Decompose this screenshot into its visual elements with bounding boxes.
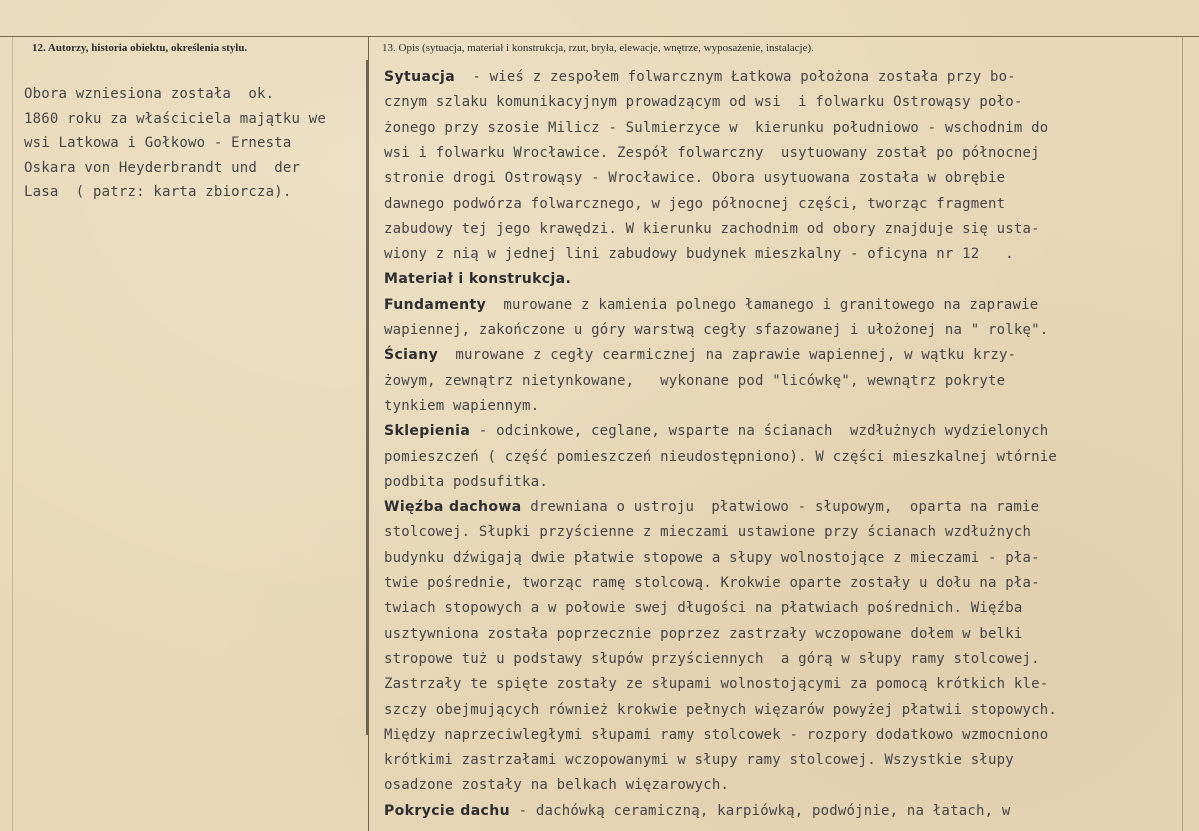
section-13-text: szczy obejmujących również krokwie pełnych więzarów powyżej płatwii stopowych. — [384, 701, 1058, 718]
section-13-text: wsi i folwarku Wrocławice. Zespół folwarczny usytuowany został po północnej — [384, 144, 1040, 161]
section-13-line — [384, 727, 1048, 743]
section-13-line — [384, 322, 1048, 338]
section-13-subheading: Pokrycie dachu — [384, 802, 510, 819]
section-13-text: zabudowy tej jego krawędzi. W kierunku zachodnim od obory znajduje się usta- — [384, 220, 1040, 237]
section-13-text: pomieszczeń ( część pomieszczeń nieudostępniono). W części mieszkalnej wtórnie — [384, 448, 1058, 465]
section-13-text: twie pośrednie, tworząc ramę stolcową. Krokwie oparte zostały u dołu na pła- — [384, 575, 1040, 591]
section-13-line — [384, 170, 1005, 186]
section-13-text: Między naprzeciwległymi słupami ramy stolcowek - rozpory dodatkowo wzmocniono — [384, 726, 1049, 743]
section-13-text: murowane z kamienia polnego łamanego i granitowego na zaprawie — [486, 296, 1039, 313]
section-13-text: podbita podsufitka. — [384, 473, 548, 490]
section-13-line — [384, 651, 1040, 667]
right-border — [1182, 36, 1183, 831]
section-13-header: 13. Opis (sytuacja, materiał i konstrukcja, rzut, bryła, elewacje, wnętrze, wyposażenie, instalacje). — [382, 42, 814, 54]
section-13-line — [384, 676, 1048, 692]
section-13-line — [384, 550, 1040, 566]
section-13-text: osadzone zostały na belkach więzarowych. — [384, 777, 730, 794]
section-13-text: żonego przy szosie Milicz - Sulmierzyce w kierunku południowo - wschodnim do — [384, 119, 1049, 136]
section-13-line — [384, 145, 1040, 161]
section-13-line — [384, 347, 1016, 363]
section-13-text: krótkimi zastrzałami wczopowanymi w słupy ramy stolcowej. Wszystkie słupy — [384, 752, 1014, 769]
section-13-line — [384, 423, 1048, 439]
section-13-text: budynku dźwigają dwie płatwie stopowe a słupy wolnostojące z mieczami - pła- — [384, 549, 1040, 566]
section-13-text: twiach stopowych a w połowie swej długości na płatwiach pośrednich. Więźba — [384, 600, 1023, 617]
section-13-text: stronie drogi Ostrowąsy - Wrocławice. Obora usytuowana została w obrębie — [384, 170, 1006, 187]
section-13-text: tynkiem wapiennym. — [384, 397, 540, 414]
section-13-text: murowane z cegły cearmicznej na zaprawie wapiennej, w wątku krzy- — [438, 347, 1017, 364]
section-13-subheading: Materiał i konstrukcja. — [384, 271, 572, 288]
section-13-subheading: Sklepienia — [384, 423, 471, 440]
section-12-line: Lasa ( patrz: karta zbiorcza). — [24, 184, 292, 201]
section-13-line — [384, 373, 1005, 389]
section-13-subheading: Ściany — [384, 347, 439, 364]
section-13-line — [384, 702, 1057, 718]
section-13-text: wiony z nią w jednej lini zabudowy budynek mieszkalny - oficyna nr 12 . — [384, 246, 1014, 263]
section-12-line: Obora wzniesiona została ok. — [24, 86, 275, 102]
section-13-text: cznym szlaku komunikacyjnym prowadzącym od wsi i folwarku Ostrowąsy poło- — [384, 94, 1023, 111]
section-13-subheading: Więźba dachowa — [384, 499, 522, 516]
column-divider-ink — [366, 60, 368, 735]
section-13-text: - wieś z zespołem folwarcznym Łatkowa położona została przy bo- — [455, 69, 1016, 85]
section-13-line — [384, 271, 571, 287]
column-divider — [368, 36, 369, 831]
section-13-line — [384, 221, 1040, 237]
section-12-line: 1860 roku za właściciela majątku we — [24, 110, 327, 127]
section-13-subheading: Sytuacja — [384, 69, 456, 85]
section-13-line — [384, 196, 1005, 212]
section-13-text: drewniana o ustroju płatwiowo - słupowym, oparta na ramie — [521, 499, 1040, 516]
section-13-line — [384, 803, 1010, 819]
section-13-subheading: Fundamenty — [384, 296, 487, 313]
section-13-line — [384, 120, 1048, 136]
section-13-text: - odcinkowe, ceglane, wsparte na ścianach wzdłużnych wydzielonych — [470, 423, 1049, 440]
section-13-text: stolcowej. Słupki przyścienne z mieczami ustawione przy ścianach wzdłużnych — [384, 524, 1032, 541]
section-13-line — [384, 94, 1023, 110]
section-12-header: 12. Autorzy, historia obiektu, określenia stylu. — [32, 42, 248, 54]
section-13-line — [384, 752, 1014, 768]
section-13-text: - dachówką ceramiczną, karpiówką, podwójnie, na łatach, w — [510, 802, 1011, 819]
section-13-line — [384, 600, 1023, 616]
section-13-line — [384, 398, 539, 414]
section-13-text: Zastrzały te spięte zostały ze słupami wolnostojącymi za pomocą krótkich kle- — [384, 676, 1049, 693]
section-13-line — [384, 626, 1023, 642]
section-12-line: Oskara von Heyderbrandt und der — [24, 159, 301, 176]
section-13-line — [384, 777, 729, 793]
left-border — [12, 36, 13, 831]
section-13-line — [384, 499, 1039, 515]
section-13-text: żowym, zewnątrz nietynkowane, wykonane pod "licówkę", wewnątrz pokryte — [384, 372, 1006, 389]
section-13-text: dawnego podwórza folwarcznego, w jego północnej części, tworząc fragment — [384, 195, 1006, 212]
section-13-line — [384, 474, 548, 490]
section-13-line — [384, 449, 1057, 465]
section-13-line — [384, 246, 1014, 262]
section-13-text: wapiennej, zakończone u góry warstwą cegły sfazowanej i ułożonej na " rolkę". — [384, 322, 1049, 338]
section-12-line: wsi Latkowa i Gołkowo - Ernesta — [24, 135, 292, 152]
section-13-line — [384, 69, 1016, 85]
section-13-line — [384, 575, 1040, 591]
section-13-line — [384, 297, 1038, 313]
top-rule — [0, 36, 1199, 37]
section-13-line — [384, 524, 1031, 540]
section-13-text: stropowe tuż u podstawy słupów przyściennych a górą w słupy ramy stolcowej. — [384, 650, 1040, 667]
section-13-text: usztywniona została poprzecznie poprzez zastrzały wczopowane dołem w belki — [384, 625, 1023, 642]
